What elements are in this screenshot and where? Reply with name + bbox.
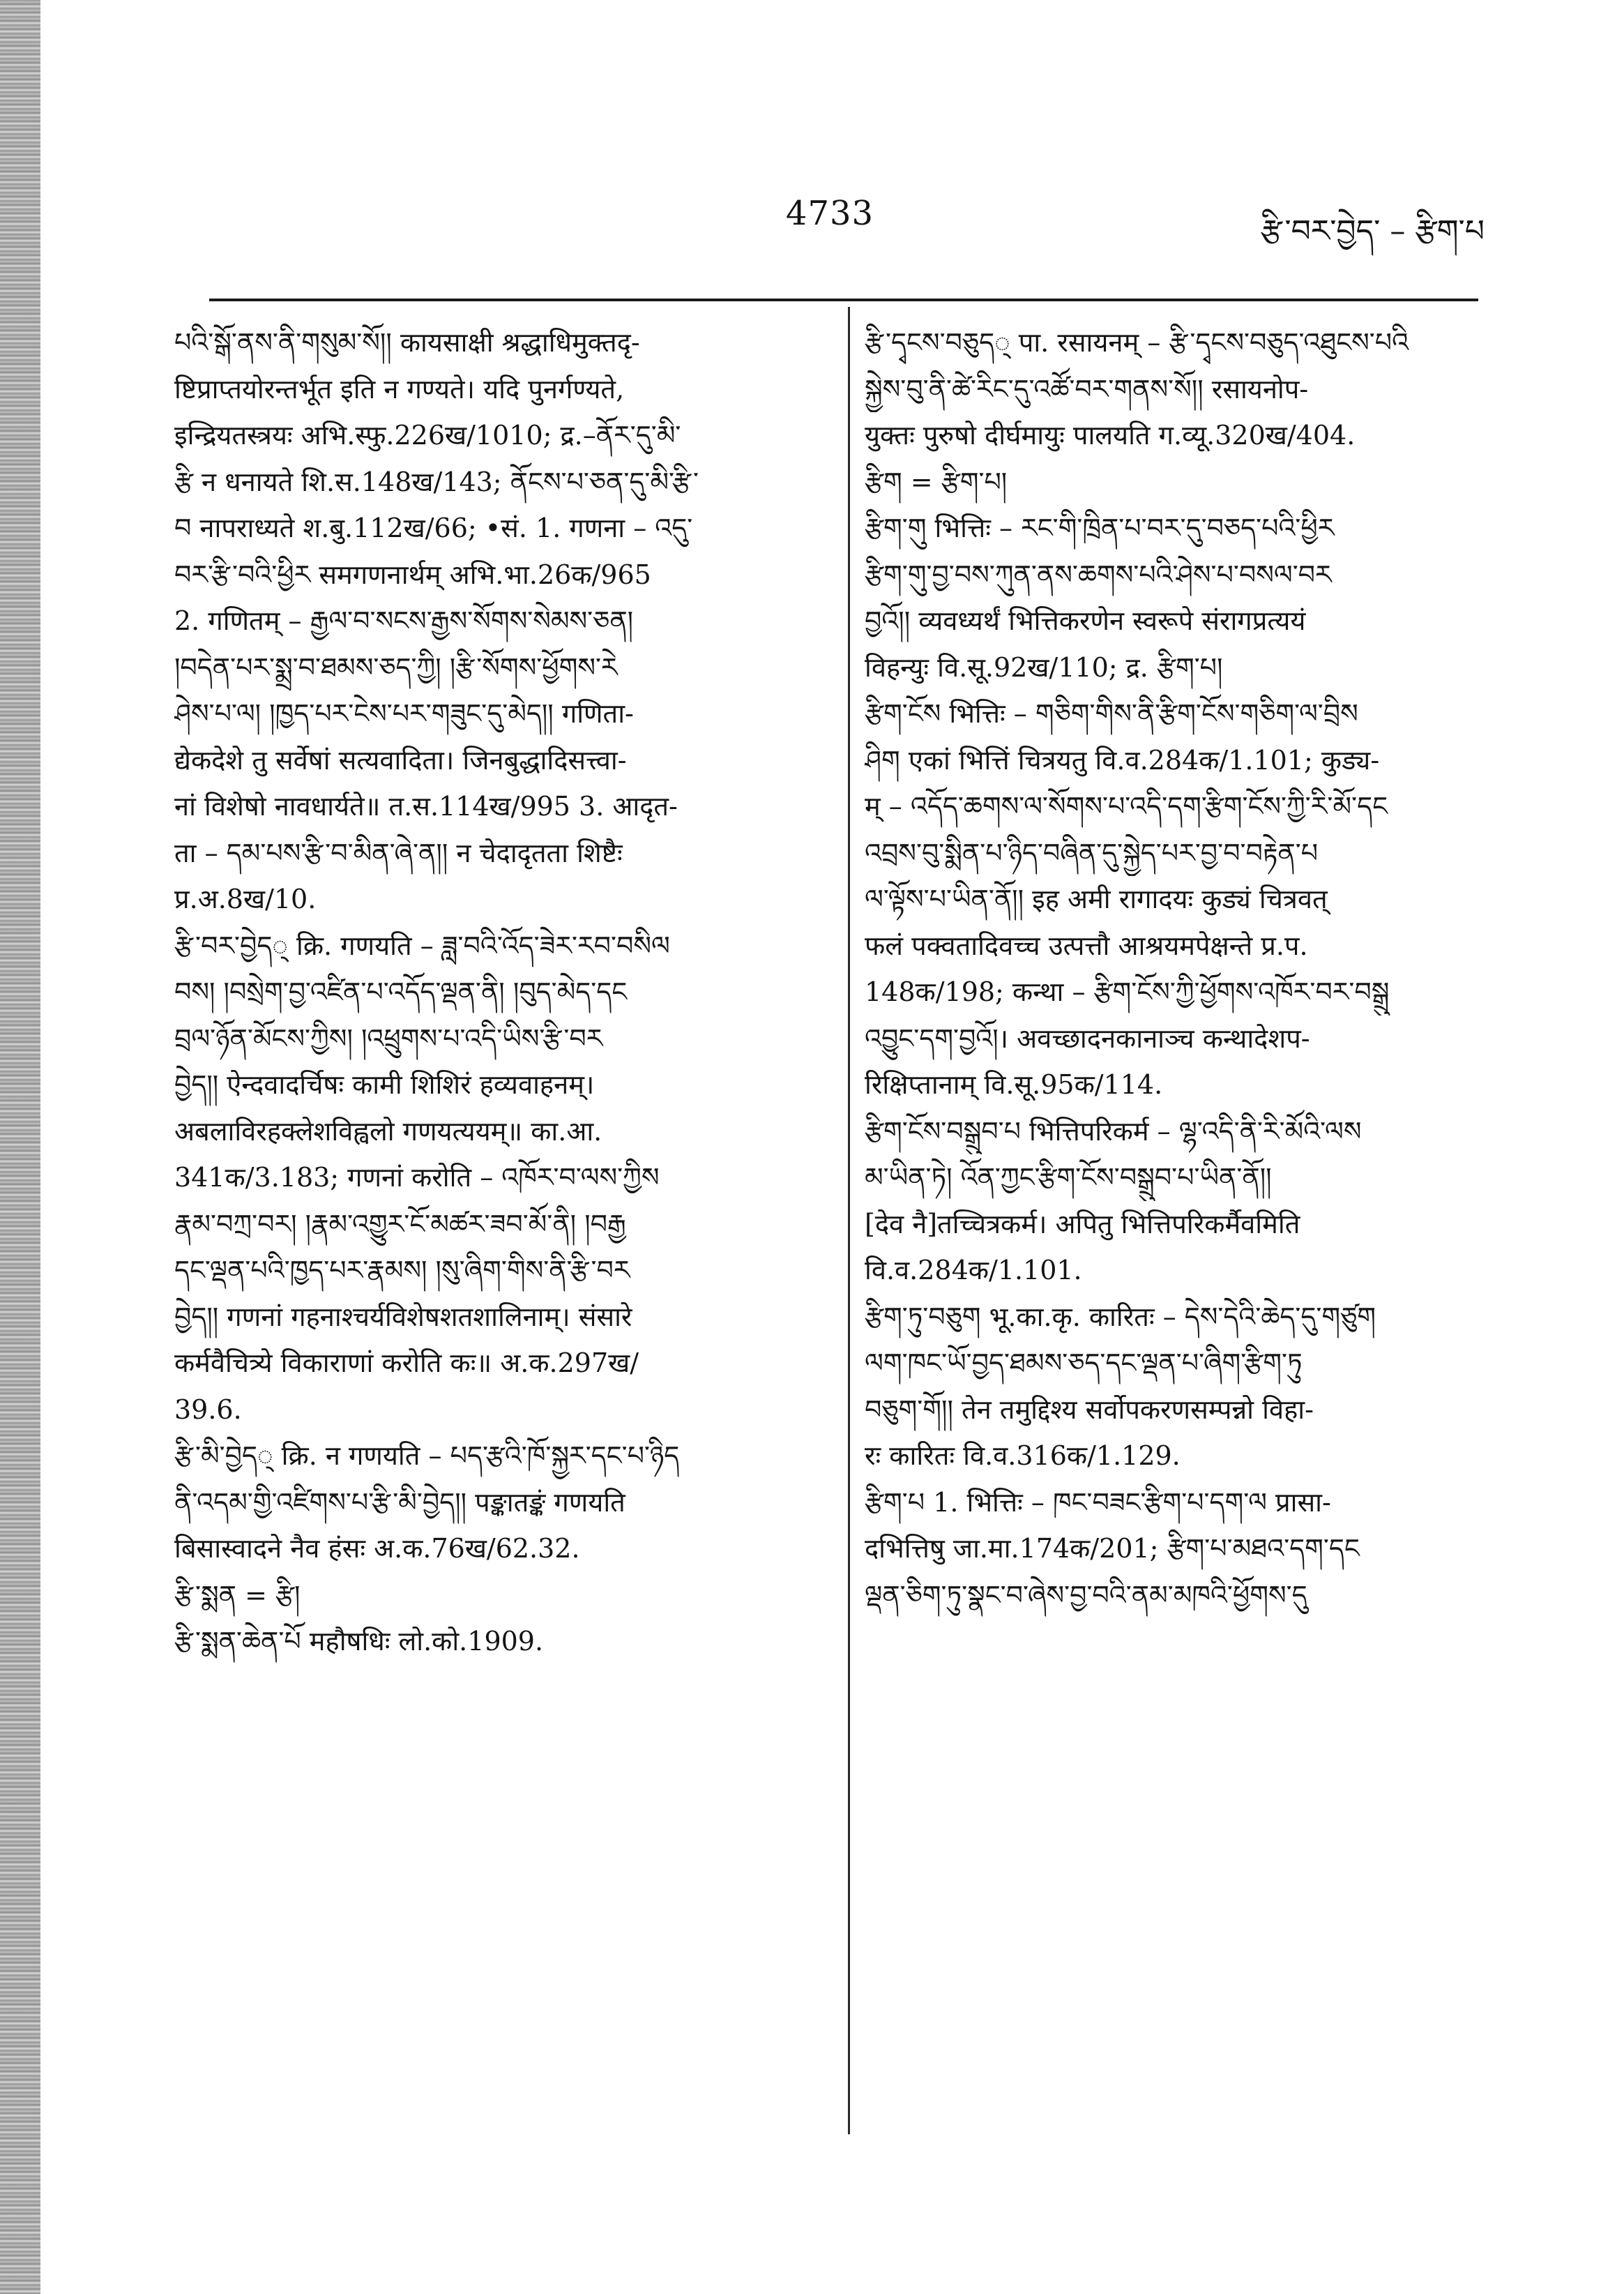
text-line: རྩི་མི་བྱེད् क्रि. न गणयति – པད་རྩའི་ཁོ་སྐྱར་དང་པ་ཉིད xyxy=(174,1440,680,1471)
text-line: བཅུག་གོ།། तेन तमुद्दिश्य सर्वोपकरणसम्पन्नो विहा- xyxy=(865,1394,1314,1425)
running-head: རྩི་བར་བྱེད་ – རྩིག་པ xyxy=(1260,213,1485,249)
text-line: བྲལ་ཉོན་མོངས་ཀྱིས། །འཕྲུགས་པ་འདི་ཡིས་རྩི་བར xyxy=(174,1023,603,1054)
text-line: 39.6. xyxy=(174,1394,242,1425)
text-line: འབྱུང་དག་བྱའོ།। अवच्छादनकानाञ्च कन्थादेशप- xyxy=(865,1023,1310,1054)
text-line: विहन्युः वि.सू.92ख/110; द्र. རྩིག་པ། xyxy=(865,651,1223,683)
text-line: རྩིག་ཏུ་བཅུག भू.का.कृ. कारितः – དེས་དེའི་ཆེད་དུ་གཙུག xyxy=(865,1301,1376,1332)
text-line: वि.व.284क/1.101. xyxy=(865,1255,1082,1285)
text-line: འབྲས་བུ་སྨིན་པ་ཉིད་བཞིན་དུ་སྐྱེད་པར་བྱ་བ་བརྟེན་པ xyxy=(865,837,1319,868)
text-line: བྱེད།། गणनां गहनाश्चर्यविशेषशतशालिनाम्। संसारे xyxy=(174,1301,632,1332)
text-line: ནི་འདམ་གྱི་འཛིགས་པ་རྩི་མི་བྱེད།། पङ्कातङ्कं गणयति xyxy=(174,1486,625,1518)
text-line: རྩིག་གུ་བྱ་བས་ཀུན་ནས་ཆགས་པའི་ཤེས་པ་བསལ་བར xyxy=(865,559,1332,590)
right-column xyxy=(865,319,1464,1618)
text-line: रिक्षिप्तानाम् वि.सू.95क/114. xyxy=(865,1069,1163,1100)
text-line: རྩི་བར་བྱེད् क्रि. गणयति – ཟླ་བའི་འོད་ཟེར་རབ་བསིལ xyxy=(174,930,670,961)
text-line: फलं पक्वतादिवच्च उत्पत्तौ आश्रयमपेक्षन्ते प्र.प. xyxy=(865,930,1308,961)
text-line: ཤེས་པ་ལ། །ཁྱད་པར་ངེས་པར་གཟུང་དུ་མེད།། गणिता- xyxy=(174,698,634,729)
text-line: རྩིག་ངོས་བསྒྲུབ་པ भित्तिपरिकर्म – ལྷ་འདི་ནི་རི་མོའི་ལས xyxy=(865,1115,1362,1147)
text-line: རྩི་སྨན = རྩི། xyxy=(174,1579,301,1610)
text-line: ཤིག एकां भित्तिं चित्रयतु वि.व.284क/1.101; कुड्य- xyxy=(865,744,1380,776)
text-line: རྩི न धनायते शि.स.148ख/143; ནོངས་པ་ཅན་དུ་མི་རྩི་ xyxy=(174,466,699,497)
text-line: [देव नै]तच्चित्रकर्म। अपितु भित्तिपरिकर्मैवमिति xyxy=(865,1208,1300,1239)
left-column xyxy=(174,319,802,1665)
text-line: བར་རྩི་བའི་ཕྱིར समगणनार्थम् अभि.भा.26क/965 xyxy=(174,559,651,590)
text-line: नां विशेषो नावधार्यते॥ त.स.114ख/995 3. आदृत- xyxy=(174,791,678,822)
header-rule xyxy=(209,299,1478,301)
text-line: རྩིག་ངོས भित्तिः – གཅིག་གིས་ནི་རྩིག་ངོས་གཅིག་ལ་བྲིས xyxy=(865,698,1358,729)
text-line: མ་ཡིན་ཏེ། འོན་ཀྱང་རྩིག་ངོས་བསྒྲུབ་པ་ཡིན་ནོ།། xyxy=(865,1162,1272,1193)
text-line: རྩི་སྨན་ཆེན་པོ महौषधिः लो.को.1909. xyxy=(174,1626,544,1657)
text-line: རྩིག = རྩིག་པ། xyxy=(865,466,1008,497)
text-line: युक्तः पुरुषो दीर्घमायुः पालयति ग.व्यू.320ख/404. xyxy=(865,420,1356,451)
text-line: 2. गणितम् – རྒྱལ་བ་སངས་རྒྱས་སོགས་སེམས་ཅན། xyxy=(174,605,634,636)
book-binding-edge xyxy=(0,0,40,2294)
text-line: इन्द्रियतस्त्रयः अभि.स्फु.226ख/1010; द्र.–ནོར་དུ་མི་ xyxy=(174,420,681,451)
text-line: ष्टिप्राप्तयोरन्तर्भूत इति न गण्यते। यदि पुनर्गण्यते, xyxy=(174,373,625,405)
text-line: དང་ལྡན་པའི་ཁྱད་པར་རྣམས། །སུ་ཞིག་གིས་ནི་རྩི་བར xyxy=(174,1255,630,1285)
text-line: ता – དམ་པས་རྩི་བ་མིན་ཞེ་ན།། न चेदादृतता शिष्टैः xyxy=(174,837,623,868)
text-line: दभित्तिषु जा.मा.174क/201; རྩིག་པ་མཐའ་དག་དང xyxy=(865,1533,1360,1564)
text-line: བྱེད།། ऐन्दवादर्चिषः कामी शिशिरं हव्यवाहनम्। xyxy=(174,1069,595,1100)
text-line: 148क/198; कन्था – རྩིག་ངོས་ཀྱི་ཕྱོགས་འཁོར་བར་བསྒྲུ xyxy=(865,976,1390,1007)
text-line: རྩི་དྭངས་བཅུད् पा. रसायनम् – རྩི་དྭངས་བཅུད་འཐུངས་པའི xyxy=(865,327,1409,358)
text-line: ལྡན་ཅིག་ཏུ་སྣང་བ་ཞེས་བྱ་བའི་ནམ་མཁའི་ཕྱོགས་དུ xyxy=(865,1579,1307,1610)
text-line: པའི་སྒོ་ནས་ནི་གསུམ་སོ།། कायसाक्षी श्रद्धाधिमुक्तदृ- xyxy=(174,327,640,358)
text-line: བྱའོ།། व्यवध्यर्थं भित्तिकरणेन स्वरूपे संरागप्रत्ययं xyxy=(865,605,1306,636)
text-line: कर्मवैचित्र्ये विकाराणां करोति कः॥ अ.क.297ख/ xyxy=(174,1348,639,1378)
text-line: །བདེན་པར་སྨྲ་བ་ཐམས་ཅད་ཀྱི། །རྩི་སོགས་ཕྱོགས་རེ xyxy=(174,651,618,683)
text-line: རྩིག་པ 1. भित्तिः – ཁང་བཟང་རྩིག་པ་དག་ལ प्रासा- xyxy=(865,1486,1331,1518)
text-line: म् – འདོད་ཆགས་ལ་སོགས་པ་འདི་དག་རྩིག་ངོས་ཀྱི་རི་མོ་དང xyxy=(865,791,1388,822)
text-line: རྩིག་གུ भित्तिः – རང་གི་ཁྲིན་པ་བར་དུ་བཅད་པའི་ཕྱིར xyxy=(865,513,1335,543)
text-line: རྣམ་བཀྲ་བར། །རྣམ་འགྱུར་ངོ་མཚར་ཟབ་མོ་ནི། །བརྒྱ xyxy=(174,1208,626,1239)
text-line: ལག་ཁང་ཡོ་བྱད་ཐམས་ཅད་དང་ལྡན་པ་ཞིག་རྩིག་ཏུ xyxy=(865,1348,1303,1378)
text-line: བ नापराध्यते श.बु.112ख/66; •सं. 1. गणना – འདུ་ xyxy=(174,513,693,543)
text-line: བས། །བསྲེག་བྱ་འཛིན་པ་འདོད་ལྡན་ནི། །བུད་མེད་དང xyxy=(174,976,628,1007)
text-line: ལ་ལྟོས་པ་ཡིན་ནོ།། इह अमी रागादयः कुड्यं चित्रवत् xyxy=(865,884,1328,914)
page-number: 4733 xyxy=(785,194,874,233)
text-line: रः कारितः वि.व.316क/1.129. xyxy=(865,1440,1181,1471)
text-line: अबलाविरहक्लेशविह्वलो गणयत्ययम्॥ का.आ. xyxy=(174,1115,602,1147)
text-line: प्र.अ.8ख/10. xyxy=(174,884,317,914)
text-line: द्येकदेशे तु सर्वेषां सत्यवादिता। जिनबुद्धादिसत्त्वा- xyxy=(174,744,627,776)
text-line: 341क/3.183; गणनां करोति – འཁོར་བ་ལས་ཀྱིས xyxy=(174,1162,660,1193)
column-divider xyxy=(848,307,850,2134)
text-line: बिसास्वादने नैव हंसः अ.क.76ख/62.32. xyxy=(174,1533,580,1564)
text-line: སྐྱེས་བུ་ནི་ཚེ་རིང་དུ་འཚོ་བར་གནས་སོ།། रसायनोप- xyxy=(865,373,1309,405)
